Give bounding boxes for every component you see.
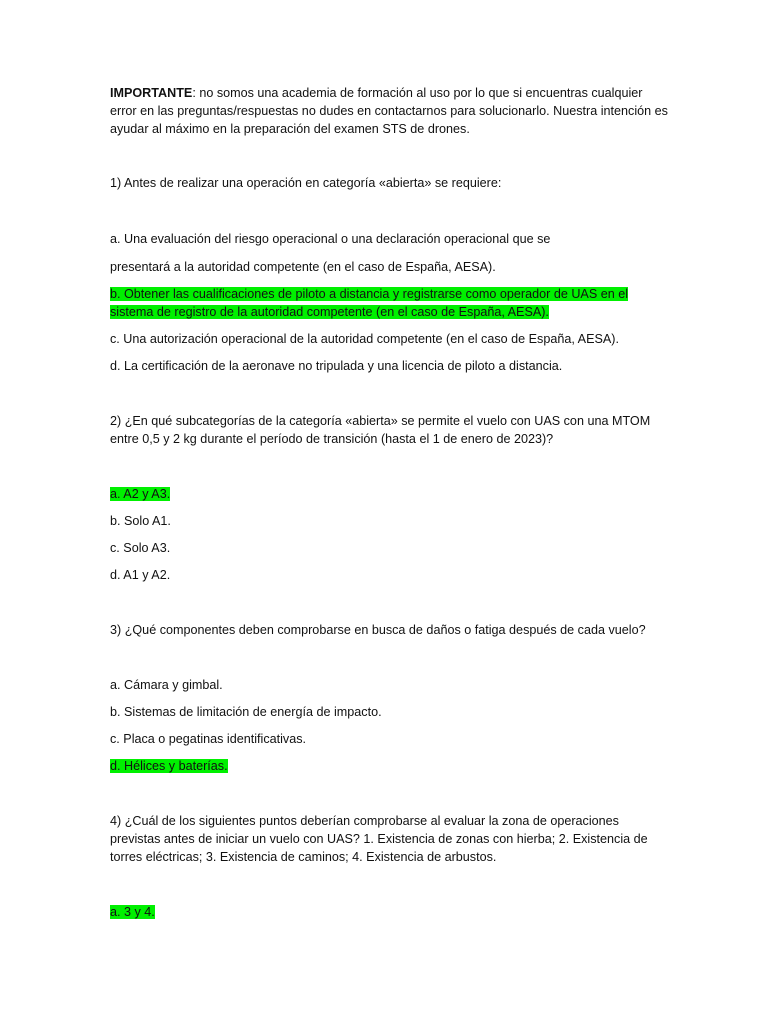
question-4-text: 4) ¿Cuál de los siguientes puntos deberían comprobarse al evaluar la zona de operaciones previstas antes de iniciar un vuelo con UAS? 1. Existencia de zonas con hierba; 2. Existencia de torres eléctricas; 3. Existencia de caminos; 4. Existencia de arbustos. xyxy=(110,814,648,864)
question-2-text: 2) ¿En qué subcategorías de la categoría «abierta» se permite el vuelo con UAS con una MTOM entre 0,5 y 2 kg durante el período de transición (hasta el 1 de enero de 2023)? xyxy=(110,414,651,446)
question-1-option-a-line-1: a. Una evaluación del riesgo operacional o una declaración operacional que se xyxy=(110,232,551,246)
question-2-option-b: b. Solo A1. xyxy=(110,514,171,528)
question-2-option-d: d. A1 y A2. xyxy=(110,568,171,582)
question-3-option-c: c. Placa o pegatinas identificativas. xyxy=(110,732,307,746)
question-1-option-a-line-2: presentará a la autoridad competente (en el caso de España, AESA). xyxy=(110,260,496,274)
question-2-option-c: c. Solo A3. xyxy=(110,541,171,555)
question-4-option-a-correct xyxy=(110,903,670,921)
intro-text: : no somos una academia de formación al uso por lo que si encuentras cualquier error en las preguntas/respuestas no dudes en contactarnos para solucionarlo. Nuestra intención es ayudar al máximo en la preparación del examen STS de drones. xyxy=(110,86,668,136)
question-1-option-d: d. La certificación de la aeronave no tripulada y una licencia de piloto a distancia. xyxy=(110,359,563,373)
question-1-option-b-correct xyxy=(110,285,650,321)
question-2-option-a-correct xyxy=(110,485,670,503)
correct-answer-highlight: b. Obtener las cualificaciones de piloto a distancia y registrarse como operador de UAS en el sistema de registro de la autoridad competente (en el caso de España, AESA). xyxy=(110,287,629,319)
correct-answer-highlight: a. 3 y 4. xyxy=(110,905,155,919)
intro-paragraph xyxy=(110,84,670,138)
question-3-option-a: a. Cámara y gimbal. xyxy=(110,678,223,692)
question-3-text: 3) ¿Qué componentes deben comprobarse en busca de daños o fatiga después de cada vuelo? xyxy=(110,623,646,637)
question-3-option-d-correct xyxy=(110,757,670,775)
intro-important-label: IMPORTANTE xyxy=(110,86,193,100)
correct-answer-highlight: a. A2 y A3. xyxy=(110,487,171,501)
question-3-option-b: b. Sistemas de limitación de energía de impacto. xyxy=(110,705,382,719)
question-1-text: 1) Antes de realizar una operación en categoría «abierta» se requiere: xyxy=(110,176,502,190)
correct-answer-highlight: d. Hélices y baterías. xyxy=(110,759,228,773)
question-1-option-c: c. Una autorización operacional de la autoridad competente (en el caso de España, AESA). xyxy=(110,332,619,346)
